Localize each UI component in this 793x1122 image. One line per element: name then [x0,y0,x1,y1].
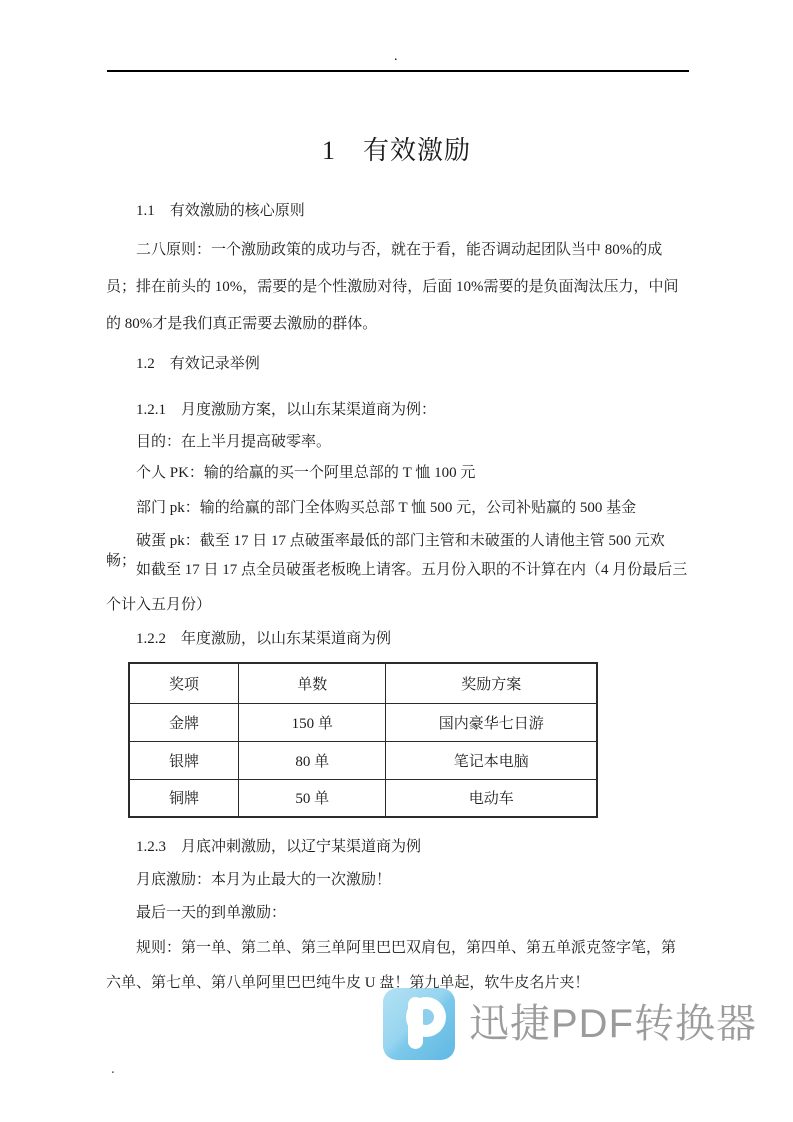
reward-table [128,662,598,818]
cell-reward: 笔记本电脑 [386,741,597,779]
line-last-day: 最后一天的到单激励： [136,905,287,921]
cell-reward: 电动车 [386,779,597,817]
table-row [129,741,597,779]
header-mark: . [394,49,398,64]
line-personal-pk: 个人 PK：输的给赢的买一个阿里总部的 T 恤 100 元 [136,465,476,481]
col-header-prize: 奖项 [129,663,239,703]
col-header-orders: 单数 [239,663,386,703]
heading-1-2: 1.2 有效记录举例 [136,356,260,372]
table-row [129,779,597,817]
heading-1-2-1: 1.2.1 月度激励方案，以山东某渠道商为例： [136,402,437,418]
cell-orders: 80 单 [239,741,386,779]
header-rule [107,70,689,72]
cell-prize: 金牌 [129,703,239,741]
line-goal: 目的：在上半月提高破零率。 [136,434,332,450]
paragraph-rules: 规则：第一单、第二单、第三单阿里巴巴双肩包，第四单、第五单派克签字笔，第六单、第七单、第八单阿里巴巴纯牛皮 U 盘！第九单起，软牛皮名片夹！ [106,940,677,991]
cell-prize: 铜牌 [129,779,239,817]
footer-mark: . [111,1061,115,1077]
watermark-text: 迅捷PDF转换器 [469,1002,757,1046]
heading-1-2-2: 1.2.2 年度激励，以山东某渠道商为例 [136,631,392,647]
cell-orders: 150 单 [239,703,386,741]
col-header-reward: 奖励方案 [386,663,597,703]
table-row [129,703,597,741]
line-dept-pk: 部门 pk：输的给赢的部门全体购买总部 T 恤 500 元，公司补贴赢的 500 基金 [136,500,637,516]
line-podan-pk: 破蛋 pk：截至 17 日 17 点破蛋率最低的部门主管和未破蛋的人请他主管 500 元欢畅； [106,533,665,569]
paragraph-core-principle: 二八原则：一个激励政策的成功与否，就在于看，能否调动起团队当中 80%的成员；排在前头的 10%，需要的是个性激励对待，后面 10%需要的是负面淘汰压力，中间的 80%才是我们真正需要去激励的群体。 [106,242,679,332]
cell-reward: 国内豪华七日游 [386,703,597,741]
heading-1-1: 1.1 有效激励的核心原则 [136,203,305,219]
line-month-end: 月底激励：本月为止最大的一次激励！ [136,872,392,888]
cell-orders: 50 单 [239,779,386,817]
heading-1-2-3: 1.2.3 月底冲刺激励，以辽宁某渠道商为例 [136,839,422,855]
document-title: 1 有效激励 [321,136,471,165]
paragraph-deadline: 如截至 17 日 17 点全员破蛋老板晚上请客。五月份入职的不计算在内（4 月份最后三个计入五月份） [106,562,688,613]
table-header-row [129,663,597,703]
cell-prize: 银牌 [129,741,239,779]
